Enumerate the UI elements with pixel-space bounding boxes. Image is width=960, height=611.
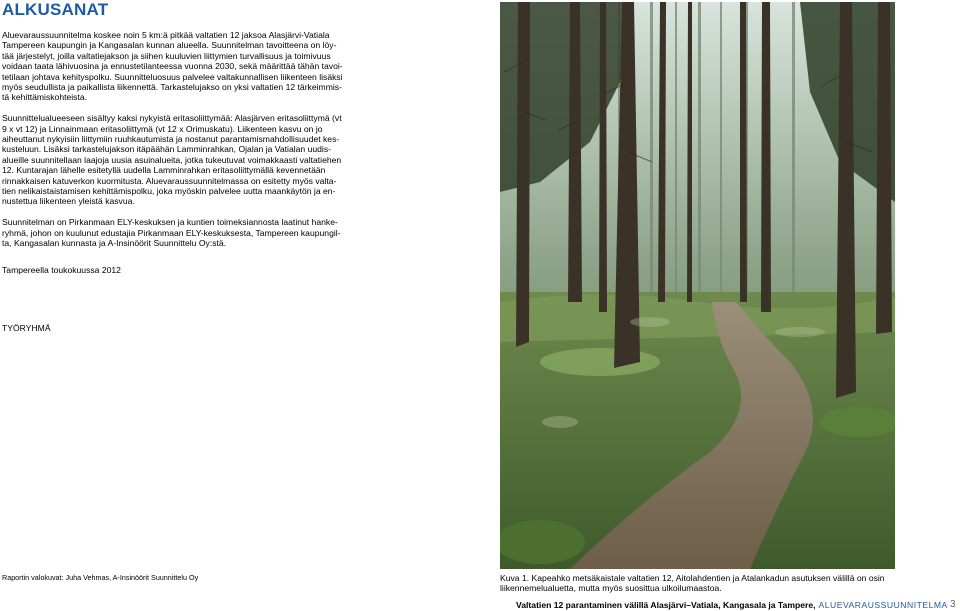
place-date: Tampereella toukokuussa 2012 bbox=[2, 265, 121, 275]
page-title: ALKUSANAT bbox=[2, 0, 109, 19]
team-heading: TYÖRYHMÄ bbox=[2, 323, 51, 333]
paragraph: Suunnitelman on Pirkanmaan ELY-keskuksen ja kuntien toimeksiannosta laatinut hanke- ryhmä, johon on kuulunut edustajia Pirkanmaan ELY-keskuksesta, Tampereen kaupungil- ta, Kangasalan kunnasta ja A-Insinöörit Suunnittelu Oy:stä. bbox=[2, 217, 341, 249]
body-text bbox=[2, 30, 350, 259]
paragraph: Suunnittelualueeseen sisältyy kaksi nykyistä eritasoliittymää: Alasjärven eritasoliittymä (vt 9 x vt 12) ja Linnainmaan eritasoliittymä (vt 12 x Orimuskatu). Liikenteen kasvu on jo aiheuttanut nykyisiin liittymiin ruuhkautumista ja nostanut parantamismahdollisuudet kes- kusteluun. Lisäksi tarkastelujakson itäpäähän Lamminrahkan, Ojalan ja Vatialan uudis- alueille suunnitellaan laajoja uusia asuinalueita, jotka tukeutuvat voimakkaasti valtatiehen 12. Kuntarajan lähelle esitetyllä uudella Lamminrahkan eritasoliittymällä kevennetään rinnakkaisen katuverkon kuormitusta. Aluevaraussuunnitelmassa on esitetty myös valta- tien nelikaistaistamisen kehittämispolku, joka myöskin palvelee uutta maankäytön ja en- nustettua liikenteen yleistä kasvua. bbox=[2, 113, 342, 207]
forest-photo bbox=[500, 2, 895, 569]
photo-credit: Raportin valokuvat: Juha Vehmas, A-Insinöörit Suunnittelu Oy bbox=[2, 573, 199, 582]
paragraph: Aluevaraussuunnitelma koskee noin 5 km:ä pitkää valtatien 12 jaksoa Alasjärvi-Vatiala Tampereen kaupungin ja Kangasalan kunnan alueella. Suunnitelman tavoitteena on löy- tää järjestelyt, joilla valtatiejakson ja siihen kuuluvien liittymien turvallisuus ja toimivuus voidaan taata lähivuosina ja ennustetilanteessa vuonna 2030, sekä määrittää tähän tavoi- tetilaan johtava kehityspolku. Suunnitteluosuus palvelee valtakunnallisen liikenteen lisäksi myös seudullista ja paikallista liikennettä. Tarkastelujakso on yksi valtatien 12 tärkeimmis- tä kehittämiskohteista. bbox=[2, 30, 343, 103]
figure-caption: Kuva 1. Kapeahko metsäkaistale valtatien 12, Aitolahdentien ja Atalankadun asutuksen välillä on osin liikennemelualuetta, mutta myös suosittua ulkoilumaastoa. bbox=[500, 573, 885, 594]
forest-path-image bbox=[500, 2, 895, 569]
footer bbox=[516, 600, 948, 610]
page-number: 3 bbox=[950, 599, 956, 610]
footer-title: Valtatien 12 parantaminen välillä Alasjärvi–Vatiala, Kangasala ja Tampere, bbox=[516, 600, 816, 610]
footer-subtitle: ALUEVARAUSSUUNNITELMA bbox=[818, 600, 948, 610]
